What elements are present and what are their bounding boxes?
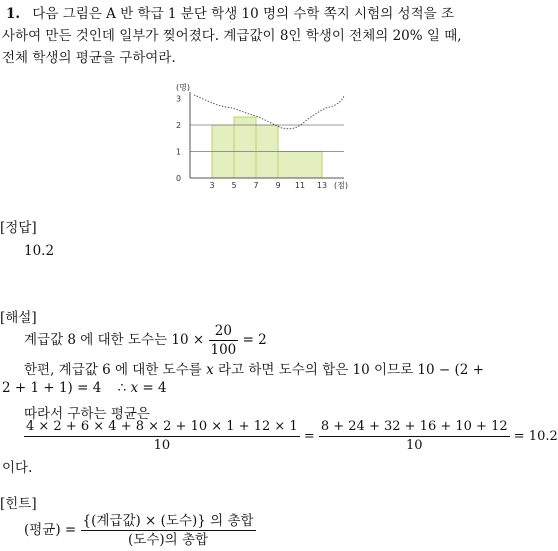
x-tick-labels: [209, 181, 327, 190]
fraction-numerator: 8 + 24 + 32 + 16 + 10 + 12: [319, 418, 510, 437]
hint-lhs: (평균) =: [24, 522, 77, 538]
question-line-3: 전체 학생의 평균을 구하여라.: [2, 50, 176, 66]
x-tick-label: 3: [209, 181, 215, 190]
fraction-20-over-100: [209, 322, 239, 359]
solution-line-6: 이다.: [2, 460, 33, 476]
solution-mean-formula: [24, 418, 558, 455]
fraction-numerator: {(계급값) × (도수)} 의 총합: [82, 513, 254, 529]
hint-header: [힌트]: [0, 496, 37, 512]
x-tick-label: 11: [294, 181, 306, 190]
histogram-bar-4: [278, 152, 322, 179]
x-axis-label: (점): [334, 181, 348, 190]
therefore-symbol: ∴: [117, 380, 127, 396]
fraction-denominator: 10: [153, 438, 171, 453]
y-tick-label: 1: [176, 147, 182, 157]
solution-l3-text-c: = 4: [142, 380, 167, 396]
mean-result: = 10.2: [513, 429, 558, 444]
x-tick-label: 9: [275, 181, 281, 190]
y-tick-labels: [176, 95, 181, 184]
solution-l1-result: = 2: [242, 332, 267, 348]
y-tick-label: 0: [176, 174, 182, 183]
histogram-figure: [170, 80, 360, 195]
answer-header: [정답]: [0, 220, 37, 236]
x-tick-label: 7: [253, 181, 259, 190]
histogram-bars: [212, 117, 322, 178]
solution-l2-text-b: 라고 하면 도수의 합은 10 이므로 10 − (2 +: [218, 362, 484, 378]
hint-fraction: [81, 512, 256, 549]
mean-fraction-1: [24, 418, 300, 455]
variable-x: x: [130, 380, 139, 396]
solution-line-4: 따라서 구하는 평균은: [24, 406, 150, 422]
question-line-2: 사하여 만든 것인데 일부가 찢어졌다. 계급값이 8인 학생이 전체의 20% 일 때,: [2, 28, 462, 44]
torn-edge: [194, 95, 344, 129]
solution-l3-text-a: 2 + 1 + 1) = 4: [2, 380, 102, 396]
histogram-bar-2: [234, 117, 256, 178]
answer-value: 10.2: [24, 243, 55, 259]
y-tick-label: 2: [176, 121, 182, 130]
solution-header: [해설]: [0, 310, 37, 326]
fraction-denominator: 100: [210, 342, 237, 358]
y-tick-label: 3: [176, 94, 182, 104]
question-number: 1.: [6, 6, 21, 22]
solution-line-1: [24, 322, 267, 359]
x-tick-label: 5: [231, 181, 237, 190]
solution-line-2: [24, 358, 484, 378]
fraction-numerator: 20: [209, 322, 239, 341]
fraction-denominator: 10: [405, 438, 423, 453]
fraction-denominator: (도수)의 총합: [128, 532, 209, 548]
question-line-1: [6, 2, 454, 22]
solution-l2-text-a: 한편, 계급값 6 에 대한 도수를: [24, 362, 202, 378]
mean-fraction-2: [319, 418, 510, 455]
y-axis-label: (명): [176, 83, 190, 92]
question-text-1: 다음 그림은 A 반 학급 1 분단 학생 10 명의 수학 쪽지 시험의 성적을 조: [32, 6, 455, 22]
hint-formula: [24, 512, 256, 549]
solution-line-3: [2, 380, 167, 396]
variable-x: x: [206, 362, 214, 378]
equals-sign: =: [303, 429, 315, 444]
x-tick-label: 13: [316, 181, 328, 190]
fraction-numerator: 4 × 2 + 6 × 4 + 8 × 2 + 10 × 1 + 12 × 1: [24, 418, 300, 437]
solution-l1-text: 계급값 8 에 대한 도수는 10 ×: [24, 332, 205, 348]
